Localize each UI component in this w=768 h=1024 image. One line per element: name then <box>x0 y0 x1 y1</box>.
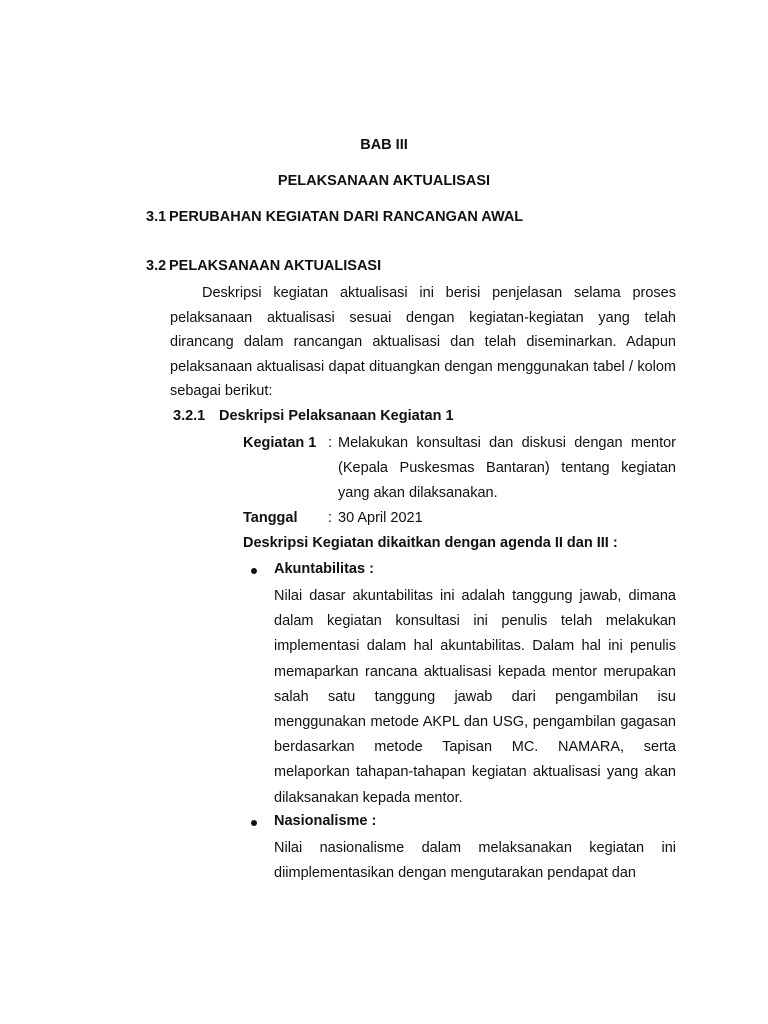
tanggal-value: 30 April 2021 <box>338 510 423 526</box>
deskripsi-heading: Deskripsi Kegiatan dikaitkan dengan agenda II dan III : <box>243 535 618 551</box>
bullet-akuntabilitas-title: Akuntabilitas : <box>274 561 374 577</box>
section-3-2-title: PELAKSANAAN AKTUALISASI <box>169 258 382 274</box>
section-3-2-number: 3.2 <box>146 258 167 274</box>
bullet-akuntabilitas-text: Nilai dasar akuntabilitas ini adalah tanggung jawab, dimana dalam kegiatan konsultasi ini penulis telah melakukan implementasi dalam hal akuntabilitas. Dalam hal ini penulis memaparkan rancana aktualisasi kepada mentor merupakan salah satu tanggung jawab dari pengambilan isu menggunakan metode AKPL dan USG, pengambilan gagasan berdasarkan metode Tapisan MC. NAMARA, serta melaporkan tahapan-tahapan kegiatan aktualisasi yang akan dilaksanakan kepada mentor. <box>274 588 676 806</box>
section-3-1-number: 3.1 <box>146 209 167 225</box>
section-3-2-1-title: Deskripsi Pelaksanaan Kegiatan 1 <box>219 408 454 424</box>
bullet-nasionalisme-text: Nilai nasionalisme dalam melaksanakan kegiatan ini diimplementasikan dengan mengutarakan pendapat dan <box>274 840 676 882</box>
bullet-dot-icon <box>251 820 257 826</box>
section-3-1-title: PERUBAHAN KEGIATAN DARI RANCANGAN AWAL <box>169 209 524 225</box>
tanggal-separator: : <box>328 510 333 526</box>
section-3-2-paragraph: Deskripsi kegiatan aktualisasi ini berisi penjelasan selama proses pelaksanaan aktualisasi sesuai dengan kegiatan-kegiatan yang telah dirancang dalam rancangan aktualisasi dan telah diseminarkan. Adapun pelaksanaan aktualisasi dapat dituangkan dengan menggunakan tabel / kolom sebagai berikut: <box>170 285 676 399</box>
chapter-label: BAB III <box>360 137 408 153</box>
section-3-2-1-number: 3.2.1 <box>173 408 206 424</box>
kegiatan-label: Kegiatan 1 <box>243 435 317 451</box>
chapter-title: PELAKSANAAN AKTUALISASI <box>277 173 491 189</box>
bullet-dot-icon <box>251 568 257 574</box>
kegiatan-description: Melakukan konsultasi dan diskusi dengan mentor (Kepala Puskesmas Bantaran) tentang kegiatan yang akan dilaksanakan. <box>338 435 676 501</box>
bullet-nasionalisme-title: Nasionalisme : <box>274 813 377 829</box>
kegiatan-separator: : <box>328 435 333 451</box>
tanggal-label: Tanggal <box>243 510 298 526</box>
